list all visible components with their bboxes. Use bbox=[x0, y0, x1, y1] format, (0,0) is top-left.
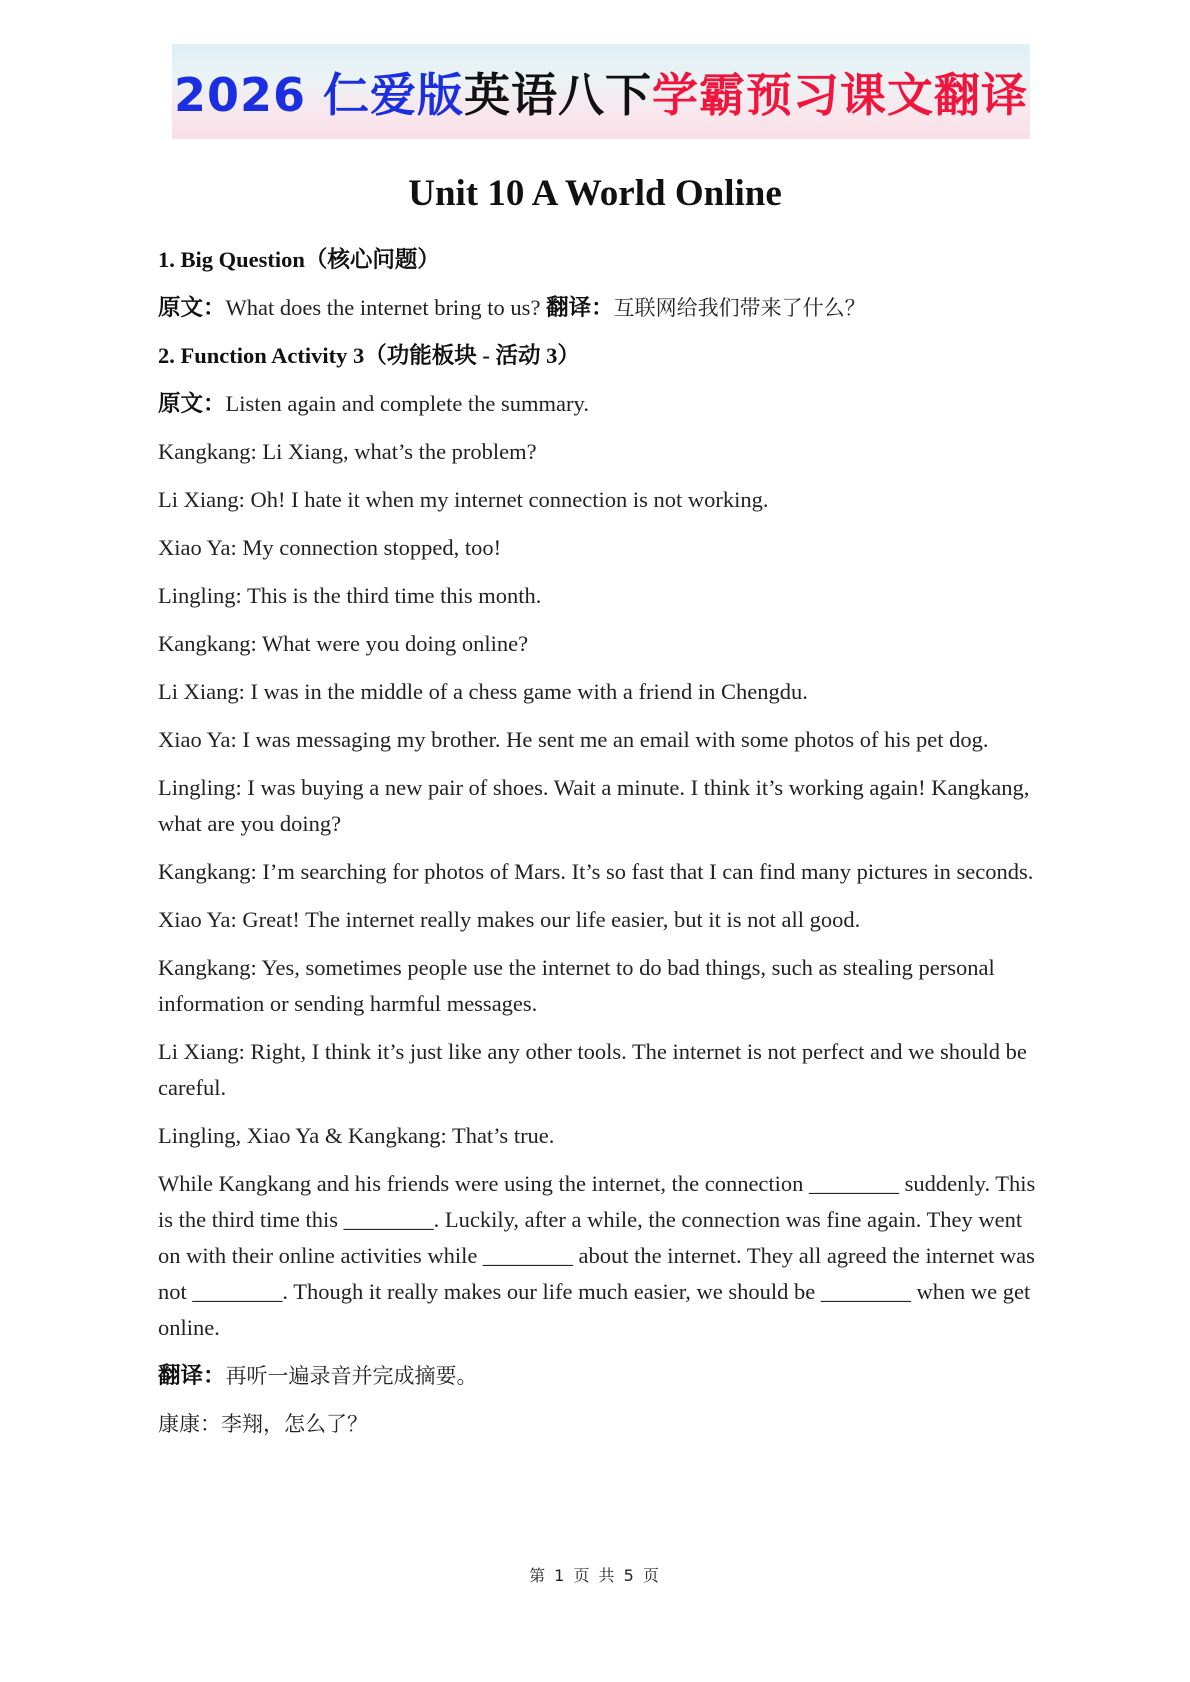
section2-original-label: 原文： bbox=[158, 391, 226, 416]
dialogue-line: Xiao Ya: I was messaging my brother. He sent me an email with some photos of his pet dog. bbox=[158, 727, 989, 752]
section1-translation-text: 互联网给我们带来了什么？ bbox=[613, 296, 866, 320]
banner-title-black: 英语八下 bbox=[464, 67, 653, 122]
dialogue-line: Kangkang: Li Xiang, what’s the problem? bbox=[158, 439, 537, 464]
header-banner bbox=[172, 44, 1030, 139]
page-footer: 第 1 页 共 5 页 bbox=[529, 1566, 661, 1585]
dialogue-line: Lingling: This is the third time this month. bbox=[158, 583, 542, 608]
page-title: Unit 10 A World Online bbox=[408, 173, 782, 214]
section2-original-line bbox=[158, 386, 1038, 422]
section1-translation-label: 翻译： bbox=[546, 295, 614, 320]
document-body bbox=[158, 242, 1038, 1454]
section1-original-text: What does the internet bring to us? bbox=[225, 295, 541, 320]
summary-paragraph: While Kangkang and his friends were using the internet, the connection ________ suddenly. This is the third time this ________. Luckily, after a while, the connection was fine again. They went on with their online activities while ________ about the internet. They all agreed the internet was not ________. Though it really makes our life much easier, we should be ________ when we get online. bbox=[158, 1171, 1036, 1340]
dialogue-line: Xiao Ya: My connection stopped, too! bbox=[158, 535, 502, 560]
section1-original-label: 原文： bbox=[158, 295, 226, 320]
section2-translation-line bbox=[158, 1358, 1038, 1394]
dialogue-line: Kangkang: Yes, sometimes people use the internet to do bad things, such as stealing personal information or sending harmful messages. bbox=[158, 955, 995, 1016]
dialogue-line: Li Xiang: Right, I think it’s just like any other tools. The internet is not perfect and we should be careful. bbox=[158, 1039, 1027, 1100]
section2-translation-label: 翻译： bbox=[158, 1363, 226, 1388]
dialogue-line: Kangkang: I’m searching for photos of Mars. It’s so fast that I can find many pictures in seconds. bbox=[158, 859, 1034, 884]
section2-original-text: Listen again and complete the summary. bbox=[225, 391, 589, 416]
dialogue-line: Lingling: I was buying a new pair of shoes. Wait a minute. I think it’s working again! Kangkang, what are you doing? bbox=[158, 775, 1030, 836]
banner-title bbox=[174, 59, 1028, 125]
section1-original-line bbox=[158, 290, 1038, 326]
section2-translation-text: 再听一遍录音并完成摘要。 bbox=[225, 1364, 478, 1388]
banner-title-red: 学霸预习课文翻译 bbox=[652, 67, 1029, 122]
banner-title-blue: 2026 仁爱版 bbox=[173, 67, 465, 122]
dialogue-line: Xiao Ya: Great! The internet really makes our life easier, but it is not all good. bbox=[158, 907, 861, 932]
dialogue-line: Lingling, Xiao Ya & Kangkang: That’s true. bbox=[158, 1123, 555, 1148]
dialogue-line: Kangkang: What were you doing online? bbox=[158, 631, 529, 656]
section2-heading: 2. Function Activity 3（功能板块 - 活动 3） bbox=[158, 343, 580, 368]
dialogue-line: Li Xiang: Oh! I hate it when my internet connection is not working. bbox=[158, 487, 769, 512]
translation-dialogue-line: 康康：李翔，怎么了？ bbox=[158, 1412, 368, 1436]
dialogue-line: Li Xiang: I was in the middle of a chess game with a friend in Chengdu. bbox=[158, 679, 808, 704]
section1-heading: 1. Big Question（核心问题） bbox=[158, 247, 440, 272]
